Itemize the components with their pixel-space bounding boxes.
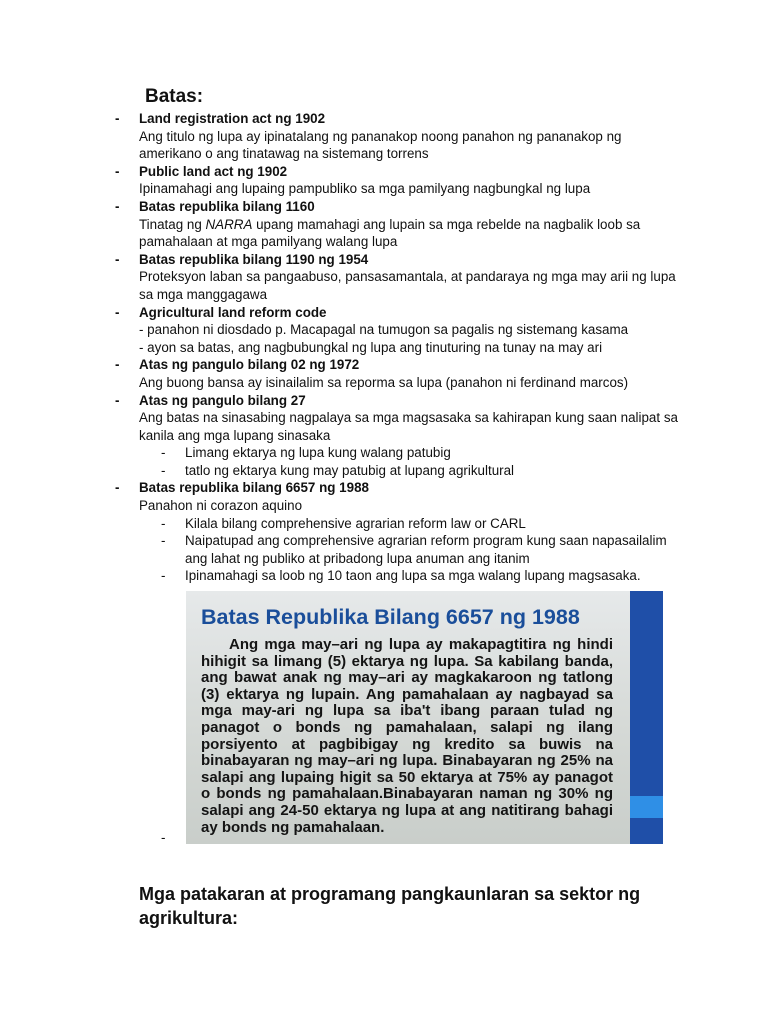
bullet-dash: -: [115, 111, 120, 126]
list-item: [0, 304, 768, 357]
desc-text: upang mamahagi ang lupain sa mga rebelde na nagbalik loob sa pamahalaan at mga pamilyang walang lupa: [139, 216, 641, 250]
bullet-dash: -: [115, 163, 120, 179]
item-title: Land registration act ng 1902: [139, 111, 326, 126]
list-item: [0, 110, 768, 163]
sub-bullet-dash: -: [161, 462, 166, 478]
list-item: [0, 479, 768, 585]
list-item: [0, 356, 768, 391]
desc-emphasis: NARRA: [205, 216, 253, 232]
law-list: [0, 110, 768, 585]
sub-item-text: tatlo ng ektarya kung may patubig at lupang agrikultural: [185, 462, 515, 478]
sub-item: [139, 462, 685, 480]
item-title: Batas republika bilang 6657 ng 1988: [139, 480, 369, 496]
desc-text: Tinatag ng: [139, 216, 206, 232]
item-title: Batas republika bilang 1160: [139, 198, 315, 214]
bullet-dash: -: [115, 304, 120, 320]
sub-bullet-dash: -: [161, 515, 166, 531]
sub-item: [139, 444, 685, 462]
item-description: Proteksyon laban sa pangaabuso, pansasamantala, at pandaraya ng mga may arii ng lupa sa mga manggagawa: [139, 269, 676, 302]
sub-item-text: Kilala bilang comprehensive agrarian reform law or CARL: [185, 515, 526, 531]
figure-body-text: Ang mga may–ari ng lupa ay makapagtitira ng hindi hihigit sa limang (5) ektarya ng lupa. Sa kabilang banda, ang bawat anak ng may–ari ay magkakaroon ng tatlong (3) ektarya ng lupain. Ang pamahalaan ay nagbayad sa mga may-ari ng lupa sa iba't ibang paraan tulad ng panagot o bonds ng pamahalaan, salapi ng ilang porsiyento at pagbibigay ng kredito sa buwis na binabayaran ng may–ari ng lupa. Binabayaran ng 25% na salapi ang lupaing higit sa 50 ektarya at 75% ay panagot o bonds ng pamahalaan.Binabayaran naman ng 30% ng salapi ang 24-50 ektarya ng lupa at ang natitirang bahagi ay bonds ng pamahalaan.: [201, 636, 613, 836]
item-description: Ang titulo ng lupa ay ipinatalang ng pananakop noong panahon ng pananakop ng amerikano o ang tinatawag na sistemang torrens: [139, 128, 622, 162]
list-item: [0, 163, 768, 198]
law-excerpt-image: [186, 591, 663, 844]
item-title: Agricultural land reform code: [139, 304, 327, 320]
item-title: Atas ng pangulo bilang 27: [139, 392, 306, 408]
bullet-dash: -: [115, 357, 120, 373]
item-title: Batas republika bilang 1190 ng 1954: [139, 251, 369, 267]
bullet-dash: -: [115, 251, 120, 267]
sub-item: [139, 515, 685, 533]
figure-sidebar-decoration: [630, 591, 663, 844]
item-title: Atas ng pangulo bilang 02 ng 1972: [139, 357, 360, 373]
section-heading-agriculture: Mga patakaran at programang pangkaunlaran sa sektor ng agrikultura:: [139, 884, 641, 928]
sub-item: [139, 567, 685, 585]
item-line: - ayon sa batas, ang nagbubungkal ng lupa ang tinuturing na tunay na may ari: [139, 339, 603, 355]
sub-bullet-dash: -: [161, 830, 166, 845]
sub-bullet-dash: -: [161, 445, 166, 461]
item-description: [139, 216, 679, 251]
figure-sidebar-band: [630, 796, 663, 818]
section-heading: Batas:: [145, 86, 204, 107]
sub-bullet-dash: -: [161, 568, 166, 584]
bullet-dash: -: [115, 198, 120, 214]
sub-item-text: Ipinamahagi sa loob ng 10 taon ang lupa sa mga walang lupang magsasaka.: [185, 568, 641, 584]
item-line: - panahon ni diosdado p. Macapagal na tumugon sa pagalis ng sistemang kasama: [139, 322, 629, 338]
bullet-dash: -: [115, 392, 120, 408]
sub-item-text: Naipatupad ang comprehensive agrarian reform program kung saan napasailalim ang lahat ng publiko at pribadong lupa anuman ang itanim: [185, 533, 667, 566]
item-title: Public land act ng 1902: [139, 163, 288, 179]
figure-title: Batas Republika Bilang 6657 ng 1988: [201, 605, 580, 629]
list-item: [0, 198, 768, 251]
sub-item-text: Limang ektarya ng lupa kung walang patubig: [185, 445, 451, 461]
item-description: Panahon ni corazon aquino: [139, 498, 303, 514]
sub-item: [139, 532, 685, 567]
list-item: [0, 251, 768, 304]
item-description: Ipinamahagi ang lupaing pampubliko sa mga pamilyang nagbungkal ng lupa: [139, 181, 591, 197]
sub-bullet-dash: -: [161, 533, 166, 549]
item-description: Ang batas na sinasabing nagpalaya sa mga magsasaka sa kahirapan kung saan nalipat sa kanila ang mga lupang sinasaka: [139, 410, 678, 443]
list-item: [0, 392, 768, 480]
item-description: Ang buong bansa ay isinailalim sa reporma sa lupa (panahon ni ferdinand marcos): [139, 374, 629, 390]
bullet-dash: -: [115, 480, 120, 496]
